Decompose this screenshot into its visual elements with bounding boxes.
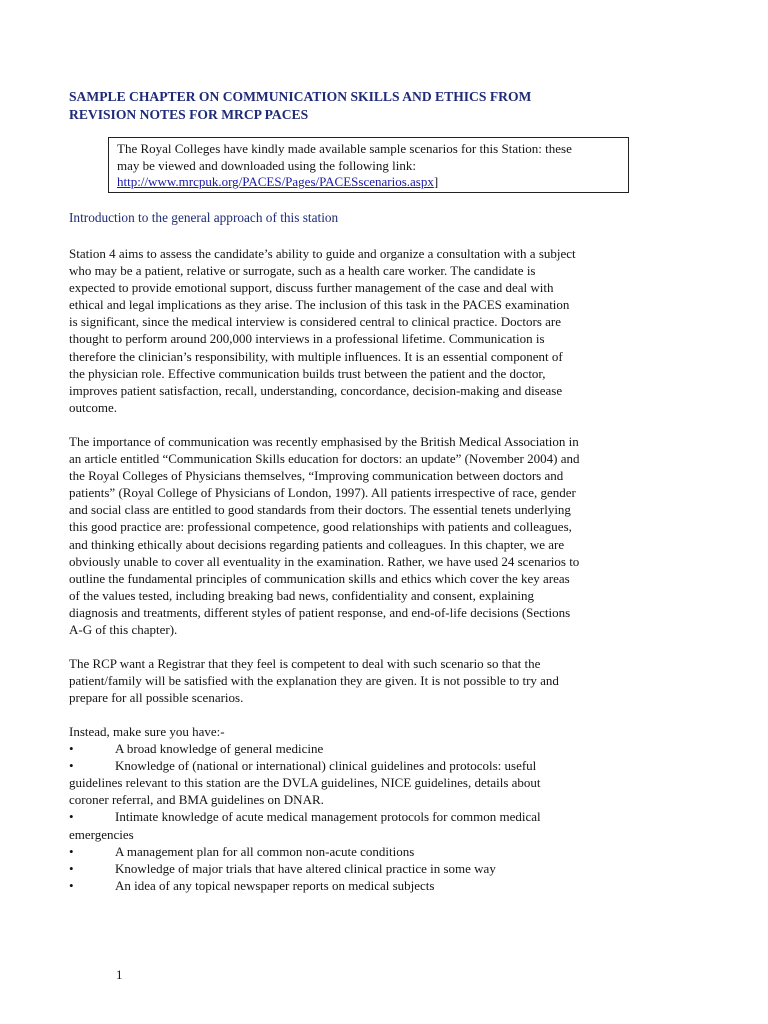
paragraph-line: Station 4 aims to assess the candidate’s ability to guide and organize a consultation with a subject xyxy=(69,246,576,261)
paragraph-station-4 xyxy=(69,245,709,416)
notice-line: may be viewed and downloaded using the following link: xyxy=(117,157,416,173)
paragraph-line: thought to perform around 200,000 interviews in a professional lifetime. Communication is xyxy=(69,331,545,347)
list-item-continuation: emergencies xyxy=(69,826,134,842)
paragraph-rcp xyxy=(69,655,709,706)
chapter-title-line: SAMPLE CHAPTER ON COMMUNICATION SKILLS AND ETHICS FROM xyxy=(69,89,532,104)
paragraph-line: diagnosis and treatments, different styles of patient response, and end-of-life decisions (Sections xyxy=(69,604,571,620)
paragraph-line: expected to provide emotional support, discuss further management of the case and deal with xyxy=(69,280,554,296)
paragraph-line: an article entitled “Communication Skills education for doctors: an update” (November 2004) and xyxy=(69,451,580,467)
paragraph-line: who may be a patient, relative or surrogate, such as a health care worker. The candidate is xyxy=(69,263,536,279)
paragraph-line: is significant, since the medical interview is considered central to clinical practice. Doctors are xyxy=(69,314,562,330)
paragraph-line: prepare for all possible scenarios. xyxy=(69,690,244,706)
paragraph-line: outcome. xyxy=(69,399,118,415)
paragraph-line: therefore the clinician’s responsibility, with multiple influences. It is an essential component of xyxy=(69,348,563,364)
bullet-icon: • xyxy=(69,741,74,757)
scenarios-notice-box xyxy=(108,137,629,193)
paragraph-line: obviously unable to cover all eventuality in the examination. Rather, we have used 24 scenarios to xyxy=(69,553,580,569)
list-item-text: Knowledge of (national or international) clinical guidelines and protocols: useful xyxy=(115,758,537,774)
list-item xyxy=(69,757,709,774)
list-item-continuation: guidelines relevant to this station are the DVLA guidelines, NICE guidelines, details about xyxy=(69,775,541,791)
paragraph-line: patient/family will be satisfied with the explanation they are given. It is not possible to try and xyxy=(69,673,559,689)
paragraph-line: ethical and legal implications as they arise. The inclusion of this task in the PACES examination xyxy=(69,297,570,313)
bullet-icon: • xyxy=(69,860,74,876)
paragraph-line: and social class are entitled to good standards from their doctors. The essential tenets underlying xyxy=(69,502,571,518)
list-item xyxy=(69,740,709,757)
section-heading: Introduction to the general approach of this station xyxy=(69,210,339,225)
list-item-continuation: coroner referral, and BMA guidelines on DNAR. xyxy=(69,792,324,808)
paragraph-line: improves patient satisfaction, recall, understanding, concordance, decision-making and disease xyxy=(69,382,563,398)
paragraph-line: outline the fundamental principles of communication skills and ethics which cover the key areas xyxy=(69,570,570,586)
paragraph-line: the Royal Colleges of Physicians themselves, “Improving communication between doctors and xyxy=(69,468,564,484)
list-item-text: Intimate knowledge of acute medical management protocols for common medical xyxy=(115,809,541,825)
list-item xyxy=(69,860,709,877)
list-intro: Instead, make sure you have:- xyxy=(69,724,225,739)
paragraph-importance xyxy=(69,433,709,638)
chapter-title xyxy=(69,88,689,123)
list-item-text: A management plan for all common non-acute conditions xyxy=(115,843,415,859)
list-item-text: An idea of any topical newspaper reports on medical subjects xyxy=(115,877,435,893)
paragraph-line: A-G of this chapter). xyxy=(69,622,178,638)
list-item-text: Knowledge of major trials that have altered clinical practice in some way xyxy=(115,860,496,876)
paragraph-line: The importance of communication was recently emphasised by the British Medical Association in xyxy=(69,434,579,449)
paragraph-line: patients” (Royal College of Physicians of London, 1997). All patients irrespective of race, gender xyxy=(69,485,576,501)
paragraph-line: The RCP want a Registrar that they feel is competent to deal with such scenario so that the xyxy=(69,656,541,671)
list-item xyxy=(69,808,709,825)
requirements-list xyxy=(69,723,709,894)
list-item xyxy=(69,877,709,894)
paragraph-line: the physician role. Effective communication builds trust between the patient and the doctor, xyxy=(69,365,546,381)
notice-bracket: ] xyxy=(433,174,439,190)
list-item xyxy=(69,843,709,860)
chapter-title-line: REVISION NOTES FOR MRCP PACES xyxy=(69,106,309,122)
paragraph-line: and thinking ethically about decisions regarding patients and colleagues. In this chapter, we are xyxy=(69,536,565,552)
paragraph-line: this good practice are: professional competence, good relationships with patients and colleagues, xyxy=(69,519,572,535)
notice-link-line xyxy=(117,174,620,191)
notice-line: The Royal Colleges have kindly made available sample scenarios for this Station: these xyxy=(117,141,572,156)
bullet-icon: • xyxy=(69,877,74,893)
paragraph-line: of the values tested, including breaking bad news, confidentiality and consent, explaining xyxy=(69,587,534,603)
page-number: 1 xyxy=(116,967,123,982)
scenarios-link[interactable]: http://www.mrcpuk.org/PACES/Pages/PACESscenarios.aspx xyxy=(117,174,434,190)
bullet-icon: • xyxy=(69,758,74,774)
bullet-icon: • xyxy=(69,843,74,859)
list-item-text: A broad knowledge of general medicine xyxy=(115,741,324,757)
bullet-icon: • xyxy=(69,809,74,825)
